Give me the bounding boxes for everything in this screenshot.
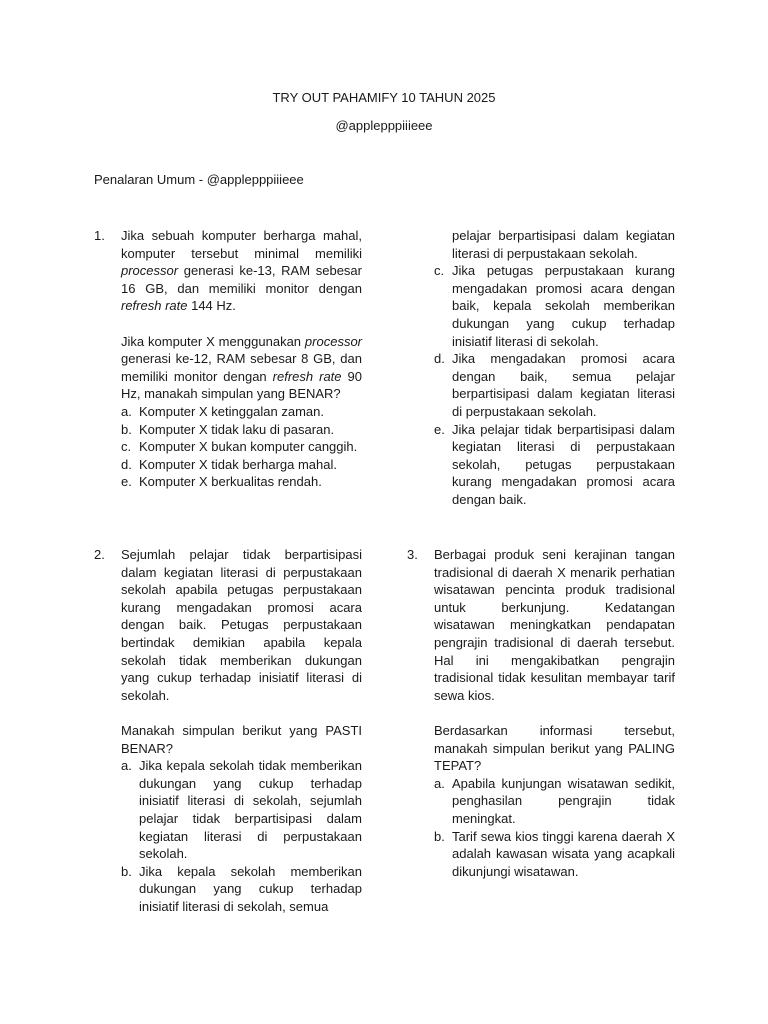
question-1-option-c: c. Komputer X bukan komputer canggih. — [121, 439, 358, 455]
section-heading: Penalaran Umum - @applepppiiieee — [94, 172, 304, 187]
author-handle: @applepppiiieee — [335, 118, 433, 133]
question-2-continued — [434, 227, 675, 509]
question-1-option-b: b. Komputer X tidak laku di pasaran. — [121, 421, 335, 437]
question-2-prompt: Manakah simpulan berikut yang PASTI BENAR? — [121, 722, 362, 756]
question-2-number: 2. — [94, 547, 105, 562]
question-2-option-e: e. Jika pelajar tidak berpartisipasi dalam kegiatan literasi di perpustakaan sekolah, petugas perpustakaan kurang mengadakan promosi acara dengan baik. — [434, 421, 675, 507]
question-3-stem: Berbagai produk seni kerajinan tangan tradisional di daerah X menarik perhatian wisatawan pencinta produk tradisional untuk berkunjung. Kedatangan wisatawan meningkatkan pendapatan pengrajin tradisional di daerah tersebut. Hal ini mengakibatkan pengrajin tradisional tidak kesulitan membayar tarif sewa kios. — [434, 547, 675, 703]
question-2-option-d: d. Jika mengadakan promosi acara dengan baik, semua pelajar berpartisipasi dalam kegiatan literasi di perpustakaan sekolah. — [434, 351, 675, 419]
question-3-number: 3. — [407, 547, 418, 562]
question-2-option-a: a. Jika kepala sekolah tidak memberikan dukungan yang cukup terhadap inisiatif literasi di sekolah, sejumlah pelajar tidak berpartisipasi dalam kegiatan literasi di perpustakaan sekolah. — [121, 758, 362, 862]
question-2 — [121, 546, 362, 915]
question-3-prompt: Berdasarkan informasi tersebut, manakah simpulan berikut yang PALING TEPAT? — [434, 722, 675, 774]
question-2-option-c: c. Jika petugas perpustakaan kurang mengadakan promosi acara dengan baik, kepala sekolah memberikan dukungan yang cukup terhadap inisiatif literasi di sekolah. — [434, 263, 675, 349]
question-3-option-a: a. Apabila kunjungan wisatawan sedikit, penghasilan pengrajin tidak meningkat. — [434, 775, 675, 826]
question-1-option-e: e. Komputer X berkualitas rendah. — [121, 474, 322, 490]
question-1-option-a: a. Komputer X ketinggalan zaman. — [121, 403, 324, 419]
question-1 — [121, 227, 362, 491]
question-2-option-b-continued: pelajar berpartisipasi dalam kegiatan literasi di perpustakaan sekolah. — [452, 228, 675, 261]
question-1-option-d: d. Komputer X tidak berharga mahal. — [121, 456, 337, 472]
question-1-case: Jika komputer X menggunakan processor generasi ke-12, RAM sebesar 8 GB, dan memiliki monitor dengan refresh rate 90 Hz, manakah simpulan yang BENAR? — [121, 333, 362, 402]
question-1-number: 1. — [94, 228, 105, 243]
question-3 — [434, 546, 675, 880]
question-2-option-b: b. Jika kepala sekolah memberikan dukungan yang cukup terhadap inisiatif literasi di sekolah, semua — [121, 863, 362, 914]
document-title: TRY OUT PAHAMIFY 10 TAHUN 2025 — [272, 90, 496, 105]
question-2-stem: Sejumlah pelajar tidak berpartisipasi dalam kegiatan literasi di perpustakaan sekolah apabila petugas perpustakaan kurang mengadakan promosi acara dengan baik. Petugas perpustakaan bertindak demikian apabila kepala sekolah tidak memberikan dukungan yang cukup terhadap inisiatif literasi di sekolah. — [121, 547, 362, 703]
question-3-option-b: b. Tarif sewa kios tinggi karena daerah X adalah kawasan wisata yang acapkali dikunjungi wisatawan. — [434, 828, 675, 879]
question-1-premise: Jika sebuah komputer berharga mahal, komputer tersebut minimal memiliki processor generasi ke-13, RAM sebesar 16 GB, dan memiliki monitor dengan refresh rate 144 Hz. — [121, 228, 362, 314]
